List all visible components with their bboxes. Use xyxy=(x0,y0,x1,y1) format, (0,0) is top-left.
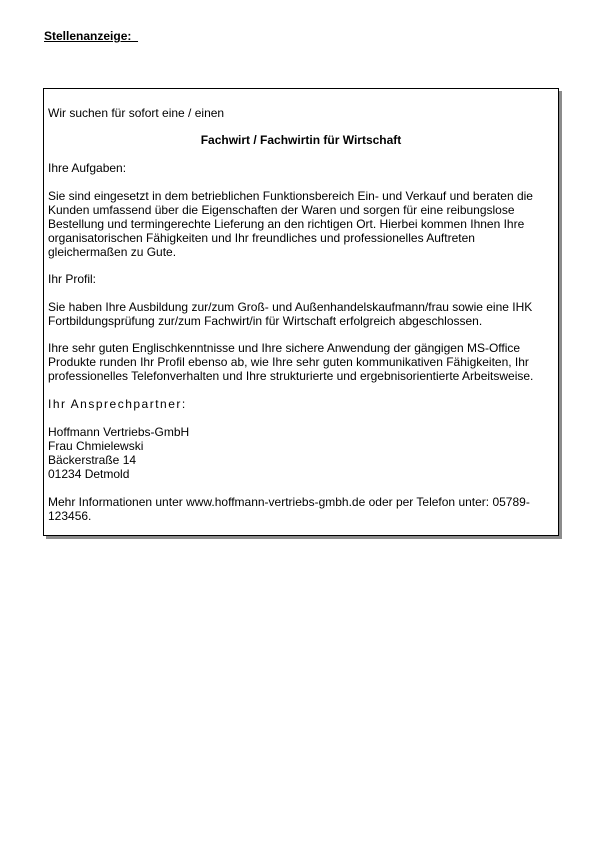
ad-intro: Wir suchen für sofort eine / einen xyxy=(48,106,225,120)
job-ad-box xyxy=(43,88,559,536)
tasks-text: Sie sind eingesetzt in dem betrieblichen Funktionsbereich Ein- und Verkauf und beraten die Kunden umfassend über die Eigenschaften der Waren und sorgen für eine reibungslose Bestellung und termingerechte Lieferung an den richtigen Ort. Hierbei kommen Ihnen Ihre organisatorischen Fähigkeiten und Ihr freundliches und professionelles Auftreten gleichermaßen zu Gute. xyxy=(48,189,533,259)
tasks-heading: Ihre Aufgaben: xyxy=(48,161,127,175)
contact-person: Frau Chmielewski xyxy=(48,439,144,453)
profile-text-skills: Ihre sehr guten Englischkenntnisse und Ihre sichere Anwendung der gängigen MS-Office Produkte runden Ihr Profil ebenso ab, wie Ihre sehr guten kommunikativen Fähigkeiten, Ihr professionelles Telefonverhalten und Ihre strukturierte und ergebnisorientierte Arbeitsweise. xyxy=(48,341,534,383)
profile-heading: Ihr Profil: xyxy=(48,272,97,286)
ad-job-title: Fachwirt / Fachwirtin für Wirtschaft xyxy=(200,133,402,147)
contact-company: Hoffmann Vertriebs-GmbH xyxy=(48,425,190,439)
contact-city: 01234 Detmold xyxy=(48,467,130,481)
more-info-text: Mehr Informationen unter www.hoffmann-vertriebs-gmbh.de oder per Telefon unter: 05789-123456. xyxy=(48,495,530,523)
profile-text-qualification: Sie haben Ihre Ausbildung zur/zum Groß- und Außenhandelskaufmann/frau sowie eine IHK Fortbildungsprüfung zur/zum Fachwirt/in für Wirtschaft erfolgreich abgeschlossen. xyxy=(48,300,533,328)
contact-heading: Ihr Ansprechpartner: xyxy=(48,397,187,411)
document-heading: Stellenanzeige: xyxy=(44,29,139,43)
contact-street: Bäckerstraße 14 xyxy=(48,453,137,467)
